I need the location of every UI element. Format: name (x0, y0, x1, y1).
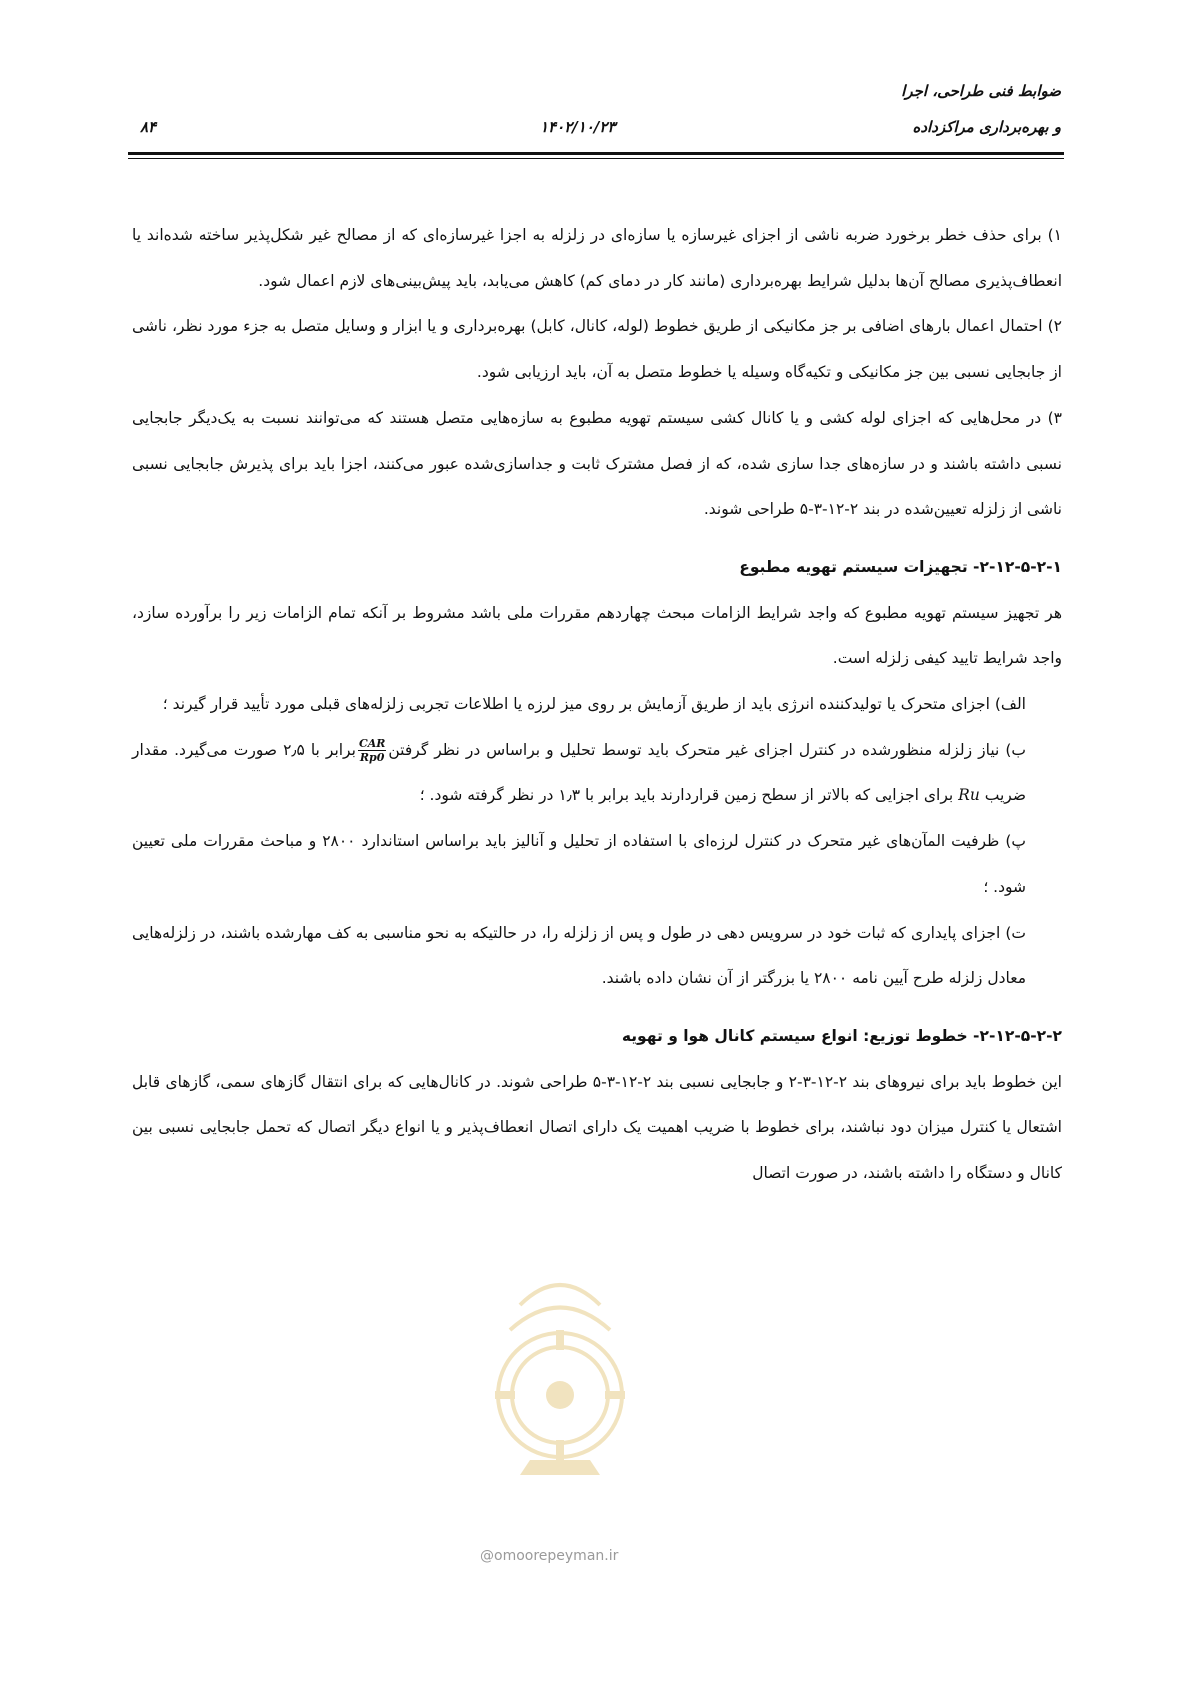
section-heading-distribution-lines: ۲-۱۲-۵-۲-۲- خطوط توزیع: انواع سیستم کانال هوا و تهویه (621, 1026, 1062, 1045)
header-title-line1: ضوابط فنی طراحی، اجرا (901, 82, 1061, 100)
header-title-line2: و بهره‌برداری مراکزداده (912, 118, 1061, 136)
document-body (132, 213, 1062, 1197)
fraction-denominator: Rp0 (359, 750, 385, 764)
fraction-numerator: CAR (358, 736, 386, 750)
watermark-logo-icon (460, 1245, 660, 1490)
list-item-1: ۱) برای حذف خطر برخورد ضربه ناشی از اجزای غیرسازه یا سازه‌ای در زلزله به اجزا غیرسازه‌ای که از مصالح غیر شکل‌پذیر ساخته شده‌اند یا انعطاف‌پذیری مصالح آن‌ها بدلیل شرایط بهره‌برداری (مانند کار در دمای کم) کاهش می‌یابد، باید پیش‌بینی‌های لازم اعمال شود. (132, 226, 1062, 290)
list-item-te: ت) اجزای پایداری که ثبات خود در سرویس دهی در طول و پس از زلزله را، در حالتیکه به نحو مناسبی به کف مهارشده باشند، در زلزله‌هایی معادل زلزله طرح آیین نامه ۲۸۰۰ یا بزرگتر از آن نشان داده باشند. (132, 923, 1026, 988)
list-item-2: ۲) احتمال اعمال بارهای اضافی بر جز مکانیکی از طریق خطوط (لوله، کانال، کابل) بهره‌برداری و یا ابزار و وسایل متصل به جزء مورد نظر، ناشی از جابجایی نسبی بین جز مکانیکی و تکیه‌گاه وسیله یا خطوط متصل به آن، باید ارزیابی شود. (132, 317, 1062, 382)
list-item-be (132, 728, 1062, 819)
list-item-3: ۳) در محل‌هایی که اجزای لوله کشی و یا کانال کشی سیستم تهویه مطبوع به سازه‌هایی متصل هستند که می‌توانند نسبت به یک‌دیگر جابجایی نسبی داشته باشند و در سازه‌های جدا سازی شده، که از فصل مشترک ثابت و جداسازی‌شده عبور می‌کنند، اجزا باید برای پذیرش جابجایی نسبی ناشی از زلزله تعیین‌شده در بند ۲-۱۲-۳-۵ طراحی شوند. (132, 408, 1062, 519)
list-item-pe: پ) ظرفیت المآن‌های غیر متحرک در کنترل لرزه‌ای با استفاده از تحلیل و آنالیز باید براساس استاندارد ۲۸۰۰ و مباحث مقررات ملی تعیین شود. ؛ (132, 832, 1026, 896)
watermark-text: @omoorepeyman.ir (480, 1548, 619, 1564)
header-rule-thin (128, 158, 1064, 159)
page-number: ۸۴ (140, 118, 157, 136)
paragraph-distribution-lines: این خطوط باید برای نیروهای بند ۲-۱۲-۳-۲ و جابجایی نسبی بند ۲-۱۲-۳-۵ طراحی شوند. در کانال‌هایی که برای انتقال گازهای سمی، گازهای قابل اشتعال یا کنترل میزان دود نباشند، برای خطوط با ضریب اهمیت یک دارای اتصال انعطاف‌پذیر و یا انواع دیگر اتصال که تحمل جابجایی نسبی بین کانال و دستگاه را داشته باشند، در صورت اتصال (132, 1072, 1062, 1183)
header-rule-thick (128, 152, 1064, 155)
fraction-car-rp0 (358, 737, 386, 764)
variable-ru: Ru (958, 786, 980, 805)
paragraph-hvac-equipment: هر تجهیز سیستم تهویه مطبوع که واجد شرایط الزامات مبحث چهاردهم مقررات ملی باشد مشروط بر آنکه تمام الزامات زیر را برآورده سازد، واجد شرایط تایید کیفی زلزله است. (132, 603, 1062, 668)
list-item-alef: الف) اجزای متحرک یا تولیدکننده انرژی باید از طریق آزمایش بر روی میز لرزه یا اطلاعات تجربی زلزله‌های قبلی مورد تأیید قرار گیرند ؛ (162, 695, 1026, 714)
be-text-1: ب) نیاز زلزله منظورشده در کنترل اجزای غیر متحرک باید توسط تحلیل و براساس در نظر گرفتن (388, 740, 1027, 759)
be-text-3: برای اجزایی که بالاتر از سطح زمین قراردارند باید برابر با ۱٫۳ در نظر گرفته شود. ؛ (419, 786, 954, 805)
section-heading-hvac-equipment: ۲-۱۲-۵-۲-۱- تجهیزات سیستم تهویه مطبوع (739, 557, 1062, 576)
header-date: ۱۴۰۲/۱۰/۲۳ (540, 118, 616, 136)
be-text-2: برابر با ۲٫۵ صورت می‌گیرد. مقدار ضریب (132, 740, 1026, 805)
